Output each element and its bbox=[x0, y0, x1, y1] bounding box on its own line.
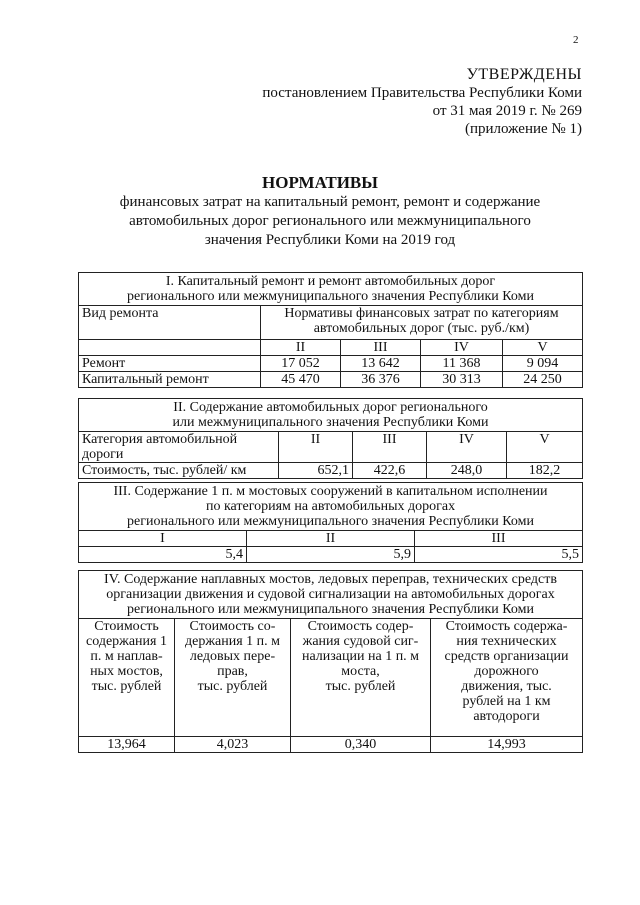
section1-row-label: Капитальный ремонт bbox=[79, 372, 261, 388]
section4-title-line1: IV. Содержание наплавных мостов, ледовых переправ, технических средств bbox=[104, 572, 557, 587]
section4-title-line2: организации движения и судовой сигнализации на автомобильных дорогах bbox=[106, 587, 555, 602]
section1-value: 45 470 bbox=[261, 372, 341, 388]
section4-header-line: движения, тыс. bbox=[461, 679, 552, 694]
approval-line1: УТВЕРЖДЕНЫ bbox=[466, 66, 582, 83]
section3-value: 5,9 bbox=[247, 547, 415, 563]
section1-value: 24 250 bbox=[503, 372, 583, 388]
subtitle-line1: финансовых затрат на капитальный ремонт, ремонт и содержание bbox=[119, 194, 541, 210]
section3-title-line3: регионального или межмуниципального значения Республики Коми bbox=[127, 514, 534, 529]
approval-line4: (приложение № 1) bbox=[464, 121, 582, 137]
section3-cat: I bbox=[79, 531, 247, 547]
section4-header-line: дорожного bbox=[474, 664, 539, 679]
section4-header-line: моста, bbox=[341, 664, 380, 679]
section2-title-line1: II. Содержание автомобильных дорог регионального bbox=[173, 400, 488, 415]
section2-value: 422,6 bbox=[353, 463, 427, 479]
section4-header-line: ледовых пере- bbox=[189, 649, 276, 664]
section4-header-line: Стоимость со- bbox=[189, 619, 276, 634]
section4-header-line: нализации на 1 п. м bbox=[301, 649, 420, 664]
section1-value: 13 642 bbox=[341, 356, 421, 372]
section1-cat-empty bbox=[79, 340, 261, 356]
section4-title bbox=[79, 571, 583, 619]
section1-col-type: Вид ремонта bbox=[79, 306, 261, 340]
section4-header-line: ных мостов, bbox=[90, 664, 163, 679]
section2-cat: III bbox=[353, 432, 427, 463]
section3-cat: II bbox=[247, 531, 415, 547]
approval-line2: постановлением Правительства Республики Коми bbox=[262, 85, 582, 101]
section4-header bbox=[79, 619, 175, 737]
section4-table bbox=[78, 570, 583, 753]
section2-cat: V bbox=[507, 432, 583, 463]
section4-header-line: тыс. рублей bbox=[197, 679, 268, 694]
subtitle-line3: значения Республики Коми на 2019 год bbox=[204, 232, 456, 248]
section2-cat: IV bbox=[427, 432, 507, 463]
section3-value: 5,5 bbox=[415, 547, 583, 563]
section4-header bbox=[175, 619, 291, 737]
section1-value: 9 094 bbox=[503, 356, 583, 372]
section4-header-line: держания 1 п. м bbox=[185, 634, 280, 649]
section3-title bbox=[79, 483, 583, 531]
section1-title-line1: I. Капитальный ремонт и ремонт автомобильных дорог bbox=[165, 274, 496, 289]
approval-block bbox=[262, 66, 582, 138]
section1-cat: IV bbox=[421, 340, 503, 356]
section2-cat: II bbox=[279, 432, 353, 463]
approval-line3: от 31 мая 2019 г. № 269 bbox=[432, 103, 582, 119]
section4-value: 0,340 bbox=[291, 737, 431, 753]
section4-header-line: рублей на 1 км bbox=[462, 694, 551, 709]
section2-value: 182,2 bbox=[507, 463, 583, 479]
document-subtitle bbox=[100, 193, 560, 250]
section4-header-line: автодороги bbox=[473, 709, 540, 724]
section1-col-norm-line2: автомобильных дорог (тыс. руб./км) bbox=[313, 321, 530, 336]
section2-value: 248,0 bbox=[427, 463, 507, 479]
section1-value: 17 052 bbox=[261, 356, 341, 372]
section2-table bbox=[78, 398, 583, 479]
section2-row-label: Стоимость, тыс. рублей/ км bbox=[79, 463, 279, 479]
section1-row-label: Ремонт bbox=[79, 356, 261, 372]
section4-header-line: Стоимость содержа- bbox=[445, 619, 568, 634]
section4-header-line: содержания 1 bbox=[86, 634, 167, 649]
section4-header-line: тыс. рублей bbox=[325, 679, 396, 694]
section1-col-norm bbox=[261, 306, 583, 340]
section3-table bbox=[78, 482, 583, 563]
section1-col-norm-line1: Нормативы финансовых затрат по категориям bbox=[284, 306, 559, 321]
section3-title-line2: по категориям на автомобильных дорогах bbox=[205, 499, 456, 514]
section4-header-line: Стоимость bbox=[94, 619, 159, 634]
document-title: НОРМАТИВЫ bbox=[262, 173, 378, 192]
section1-cat: III bbox=[341, 340, 421, 356]
section4-header-line: прав, bbox=[217, 664, 248, 679]
section4-title-line3: регионального или межмуниципального значения Республики Коми bbox=[127, 602, 534, 617]
section4-value: 14,993 bbox=[431, 737, 583, 753]
section4-value: 13,964 bbox=[79, 737, 175, 753]
section3-value: 5,4 bbox=[79, 547, 247, 563]
section4-header-line: Стоимость содер- bbox=[307, 619, 414, 634]
section2-title bbox=[79, 399, 583, 432]
section1-value: 11 368 bbox=[421, 356, 503, 372]
section4-header-line: средств организации bbox=[444, 649, 569, 664]
section3-title-line1: III. Содержание 1 п. м мостовых сооружений в капитальном исполнении bbox=[113, 484, 548, 499]
subtitle-line2: автомобильных дорог регионального или межмуниципального bbox=[129, 213, 531, 229]
section2-col-category bbox=[79, 432, 279, 463]
section4-header-line: жания судовой сиг- bbox=[302, 634, 419, 649]
section4-header-line: ния технических bbox=[456, 634, 557, 649]
section1-value: 30 313 bbox=[421, 372, 503, 388]
section2-value: 652,1 bbox=[279, 463, 353, 479]
section4-value: 4,023 bbox=[175, 737, 291, 753]
section1-table bbox=[78, 272, 583, 388]
section3-cat: III bbox=[415, 531, 583, 547]
section4-header bbox=[431, 619, 583, 737]
section4-header-line: п. м наплав- bbox=[90, 649, 163, 664]
section4-header bbox=[291, 619, 431, 737]
section1-cat: II bbox=[261, 340, 341, 356]
section1-title-line2: регионального или межмуниципального значения Республики Коми bbox=[127, 289, 534, 304]
section2-col-category-line2: дороги bbox=[82, 447, 124, 462]
section1-title bbox=[79, 273, 583, 306]
section2-col-category-line1: Категория автомобильной bbox=[82, 432, 238, 447]
section1-value: 36 376 bbox=[341, 372, 421, 388]
section2-title-line2: или межмуниципального значения Республики Коми bbox=[172, 415, 489, 430]
section4-header-line: тыс. рублей bbox=[91, 679, 162, 694]
page-number: 2 bbox=[573, 34, 579, 46]
section1-cat: V bbox=[503, 340, 583, 356]
